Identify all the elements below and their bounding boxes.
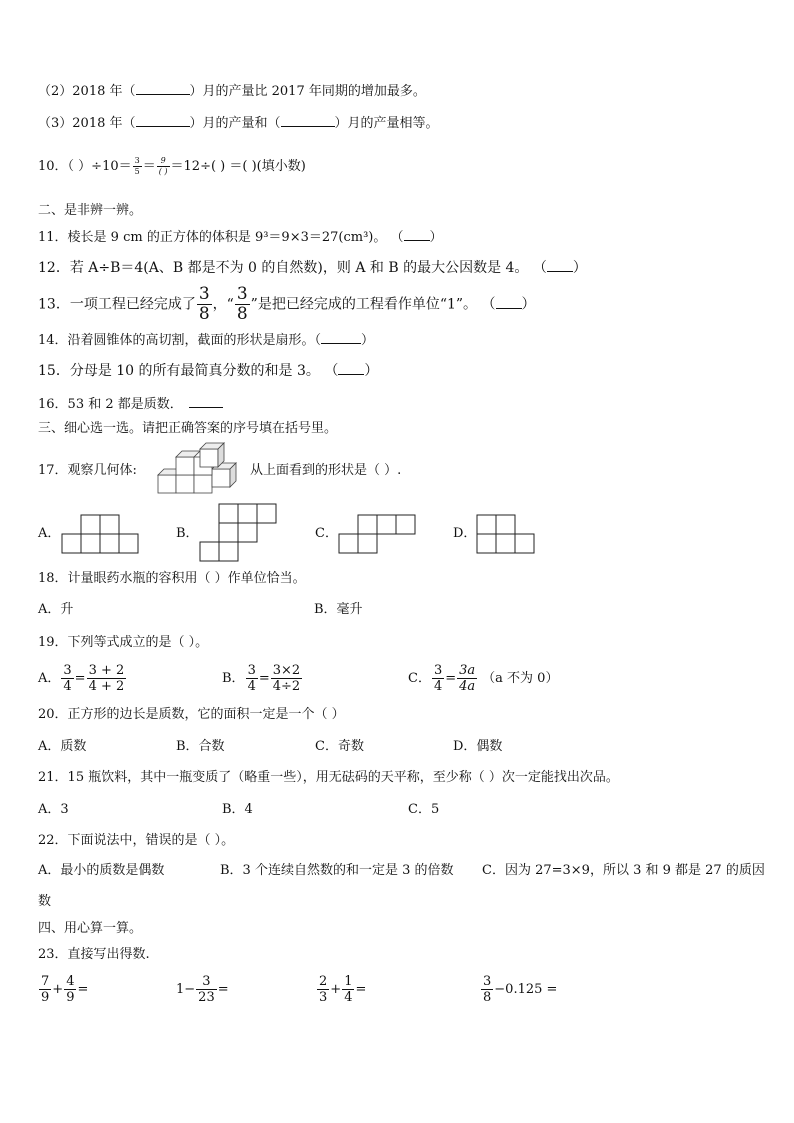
option-c-label[interactable]: C．: [315, 526, 338, 541]
question-21: 21．15 瓶饮料，其中一瓶变质了（略重一些），用无砝码的天平称，至少称（ ）次一定能找出次品。: [38, 770, 619, 785]
option-a-label[interactable]: A．: [38, 526, 61, 541]
solid-figure-image: [156, 443, 242, 495]
answer-blank[interactable]: [338, 362, 364, 375]
option-c[interactable]: C． $\frac{3}{4}$ = $\frac{3a}{4a}$ （a 不为 0）: [408, 663, 559, 694]
option-c[interactable]: C．5: [408, 802, 440, 817]
option-a[interactable]: A． $\frac{3}{4}$ = $\frac{3 + 2}{4 + 2}$: [38, 663, 125, 694]
answer-blank[interactable]: [321, 331, 361, 344]
question-17-text: 从上面看到的形状是（ ）.: [250, 463, 402, 478]
question-16: 16．53 和 2 都是质数．: [38, 395, 223, 414]
section-4-title: 四、用心算一算。: [38, 921, 143, 936]
question-15: 15．分母是 10 的所有最简真分数的和是 3。 （ ）: [38, 363, 379, 379]
option-b[interactable]: B．毫升: [314, 602, 363, 617]
option-a[interactable]: A．3: [38, 802, 69, 817]
option-b[interactable]: B．3 个连续自然数的和一定是 3 的倍数: [220, 863, 454, 878]
fraction: $\frac{3}{5}$: [134, 156, 140, 176]
q9-sub2: （2）2018 年（ ）月的产量比 2017 年同期的增加最多。: [38, 84, 426, 99]
option-b[interactable]: B．4: [222, 802, 253, 817]
question-19: 19．下列等式成立的是（ ）。: [38, 635, 209, 650]
answer-blank[interactable]: [281, 114, 335, 127]
option-a-figure[interactable]: [62, 514, 142, 554]
expression-4: $\frac{3}{8}$ −0.125 =: [483, 974, 558, 1005]
question-11: 11．棱长是 9 cm 的正方体的体积是 9³＝9×3＝27(cm³)。 （ ）: [38, 230, 443, 245]
option-c[interactable]: C．奇数: [315, 739, 364, 754]
option-b-label[interactable]: B．: [176, 526, 199, 541]
option-a[interactable]: A．升: [38, 602, 74, 617]
q9-sub3: （3）2018 年（ ）月的产量和（ ）月的产量相等。: [38, 116, 439, 131]
option-d[interactable]: D．偶数: [453, 739, 503, 754]
expression-2: 1− $\frac{3}{23}$ =: [176, 974, 229, 1005]
option-d-figure[interactable]: [477, 514, 557, 554]
question-18: 18．计量眼药水瓶的容积用（ ）作单位恰当。: [38, 571, 306, 586]
option-b-figure[interactable]: [200, 503, 280, 563]
question-20: 20．正方形的边长是质数，它的面积一定是一个（ ）: [38, 707, 345, 722]
fraction: $\frac{3}{8}$: [198, 284, 210, 324]
question-22: 22．下面说法中，错误的是（ ）。: [38, 833, 235, 848]
question-14: 14．沿着圆锥体的高切割，截面的形状是扇形。（ ）: [38, 333, 375, 348]
option-a[interactable]: A．质数: [38, 739, 87, 754]
question-10: 10．（ ）÷10＝ $\frac{3}{5}$ ＝ $\frac{9}{( )}$ ＝12÷( ) ＝( )(填小数): [38, 156, 306, 176]
answer-blank[interactable]: [404, 228, 430, 241]
section-2-title: 二、是非辨一辨。: [38, 203, 143, 218]
question-12: 12．若 A÷B＝4(A、B 都是不为 0 的自然数)，则 A 和 B 的最大公因数是 4。 （ ）: [38, 260, 587, 276]
answer-blank[interactable]: [496, 296, 522, 309]
option-b[interactable]: B．合数: [176, 739, 225, 754]
section-3-title: 三、细心选一选。请把正确答案的序号填在括号里。: [38, 421, 338, 436]
expression-3: $\frac{2}{3}$ + $\frac{1}{4}$ =: [319, 974, 367, 1005]
option-c-continued: 数: [38, 894, 52, 909]
question-13: 13．一项工程已经完成了 $\frac{3}{8}$ ，“ $\frac{3}{8}$ ”是把已经完成的工程看作单位“1”。 （ ）: [38, 284, 536, 324]
answer-blank[interactable]: [136, 114, 190, 127]
answer-blank[interactable]: [547, 259, 573, 272]
expression-1: $\frac{7}{9}$ + $\frac{4}{9}$ =: [41, 974, 89, 1005]
option-a[interactable]: A．最小的质数是偶数: [38, 863, 165, 878]
option-c-figure[interactable]: [339, 514, 419, 554]
answer-blank[interactable]: [136, 82, 190, 95]
option-b[interactable]: B． $\frac{3}{4}$ = $\frac{3\times 2}{4\div 2}$: [222, 663, 301, 694]
option-c[interactable]: C．因为 27=3×9，所以 3 和 9 都是 27 的质因: [482, 863, 765, 878]
question-23: 23．直接写出得数.: [38, 947, 150, 962]
answer-blank[interactable]: [189, 395, 223, 408]
question-17-prompt: 17．观察几何体:: [38, 463, 137, 478]
option-d-label[interactable]: D．: [453, 526, 477, 541]
fraction: $\frac{9}{( )}$: [158, 156, 168, 176]
fraction: $\frac{3}{8}$: [236, 284, 248, 324]
